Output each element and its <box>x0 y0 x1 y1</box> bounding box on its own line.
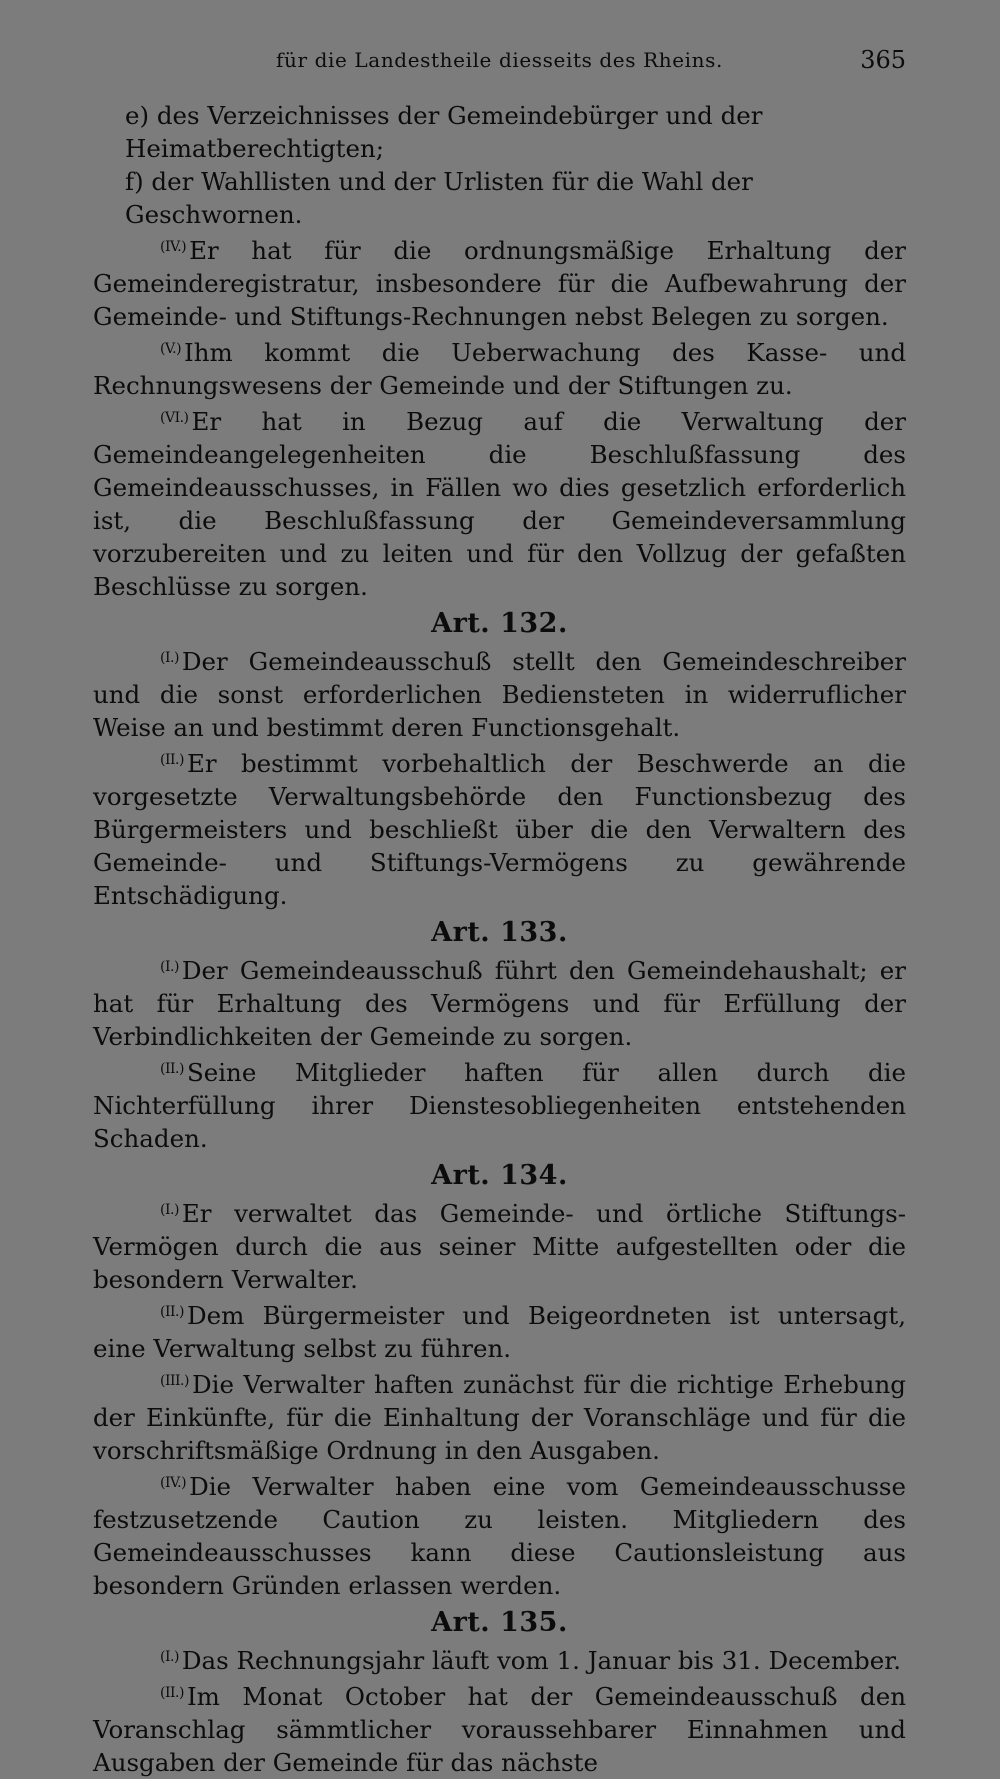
list-item: e) des Verzeichnisses der Gemeindebürger und der Heimatberechtigten; <box>125 101 763 163</box>
running-head: für die Landestheile diesseits des Rheins. <box>276 48 723 72</box>
paragraph-text: Er verwaltet das Gemeinde- und örtliche Stiftungs-Vermögen durch die aus seiner Mitte aufgestellten oder die besondern Verwalter. <box>93 1199 906 1294</box>
article-heading: Art. 135. <box>431 1607 568 1638</box>
paragraph-text: Ihm kommt die Ueberwachung des Kasse- und Rechnungswesens der Gemeinde und der Stiftungen zu. <box>93 338 906 400</box>
paragraph <box>93 1194 906 1296</box>
paragraph-text: Er bestimmt vorbehaltlich der Beschwerde an die vorgesetzte Verwaltungsbehörde den Functionsbezug des Bürgermeisters und beschließt über die den Verwaltern des Gemeinde- und Stiftungs-Vermögens zu gewährende Entschädigung. <box>93 749 906 910</box>
paragraph-text: Der Gemeindeausschuß stellt den Gemeindeschreiber und die sonst erforderlichen Bediensteten in widerruflicher Weise an und bestimmt deren Functionsgehalt. <box>93 647 906 742</box>
paragraph-text: Die Verwalter haben eine vom Gemeindeausschusse festzusetzende Caution zu leisten. Mitgliedern des Gemeindeausschusses kann diese Cautionsleistung aus besondern Gründen erlassen werden. <box>93 1472 906 1600</box>
paragraph <box>93 1467 906 1602</box>
paragraph-number: (II.) <box>160 1061 184 1077</box>
paragraph-text: Er hat für die ordnungsmäßige Erhaltung der Gemeinderegistratur, insbesondere für die Aufbewahrung der Gemeinde- und Stiftungs-Rechnungen nebst Belegen zu sorgen. <box>93 236 906 331</box>
paragraph <box>93 1053 906 1155</box>
paragraph-number: (I.) <box>160 959 179 975</box>
paragraph <box>93 744 906 912</box>
paragraph-number: (VI.) <box>160 410 189 426</box>
paragraph-number: (I.) <box>160 1202 179 1218</box>
paragraph-number: (IV.) <box>160 1475 187 1491</box>
article-heading: Art. 134. <box>431 1160 568 1191</box>
paragraph-number: (I.) <box>160 1649 179 1665</box>
paragraph-text: Die Verwalter haften zunächst für die richtige Erhebung der Einkünfte, für die Einhaltung der Voranschläge und für die vorschriftsmäßige Ordnung in den Ausgaben. <box>93 1370 906 1465</box>
paragraph-text: Das Rechnungsjahr läuft vom 1. Januar bis 31. December. <box>181 1646 902 1675</box>
article-heading: Art. 133. <box>431 917 568 948</box>
paragraph-number: (V.) <box>160 341 182 357</box>
paragraph <box>93 951 906 1053</box>
paragraph-text: Seine Mitglieder haften für allen durch die Nichterfüllung ihrer Dienstesobliegenheiten entstehenden Schaden. <box>93 1058 906 1153</box>
paragraph-number: (II.) <box>160 752 184 768</box>
paragraph <box>93 231 906 333</box>
page-header <box>93 44 906 78</box>
paragraph <box>93 642 906 744</box>
paragraph <box>93 1296 906 1365</box>
paragraph <box>93 1365 906 1467</box>
paragraph-text: Im Monat October hat der Gemeindeausschuß den Voranschlag sämmtlicher voraussehbarer Einnahmen und Ausgaben der Gemeinde für das nächste <box>93 1682 906 1777</box>
paragraph-number: (II.) <box>160 1304 184 1320</box>
paragraph-text: Dem Bürgermeister und Beigeordneten ist untersagt, eine Verwaltung selbst zu führen. <box>93 1301 906 1363</box>
paragraph-number: (III.) <box>160 1373 189 1389</box>
paragraph <box>93 333 906 402</box>
paragraph-number: (II.) <box>160 1685 184 1701</box>
paragraph-text: Der Gemeindeausschuß führt den Gemeindehaushalt; er hat für Erhaltung des Vermögens und für Erfüllung der Verbindlichkeiten der Gemeinde zu sorgen. <box>93 956 906 1051</box>
list-item: f) der Wahllisten und der Urlisten für die Wahl der Geschwornen. <box>125 167 753 229</box>
paragraph-number: (I.) <box>160 650 179 666</box>
page-number: 365 <box>860 46 906 74</box>
paragraph <box>93 1677 906 1779</box>
page-body <box>93 99 906 1779</box>
paragraph <box>93 402 906 603</box>
article-heading: Art. 132. <box>431 608 568 639</box>
paragraph-number: (IV.) <box>160 239 187 255</box>
paragraph <box>93 1641 906 1677</box>
paragraph-text: Er hat in Bezug auf die Verwaltung der Gemeindeangelegenheiten die Beschlußfassung des Gemeindeausschusses, in Fällen wo dies gesetzlich erforderlich ist, die Beschlußfassung der Gemeindeversammlung vorzubereiten und zu leiten und für den Vollzug der gefaßten Beschlüsse zu sorgen. <box>93 407 906 601</box>
